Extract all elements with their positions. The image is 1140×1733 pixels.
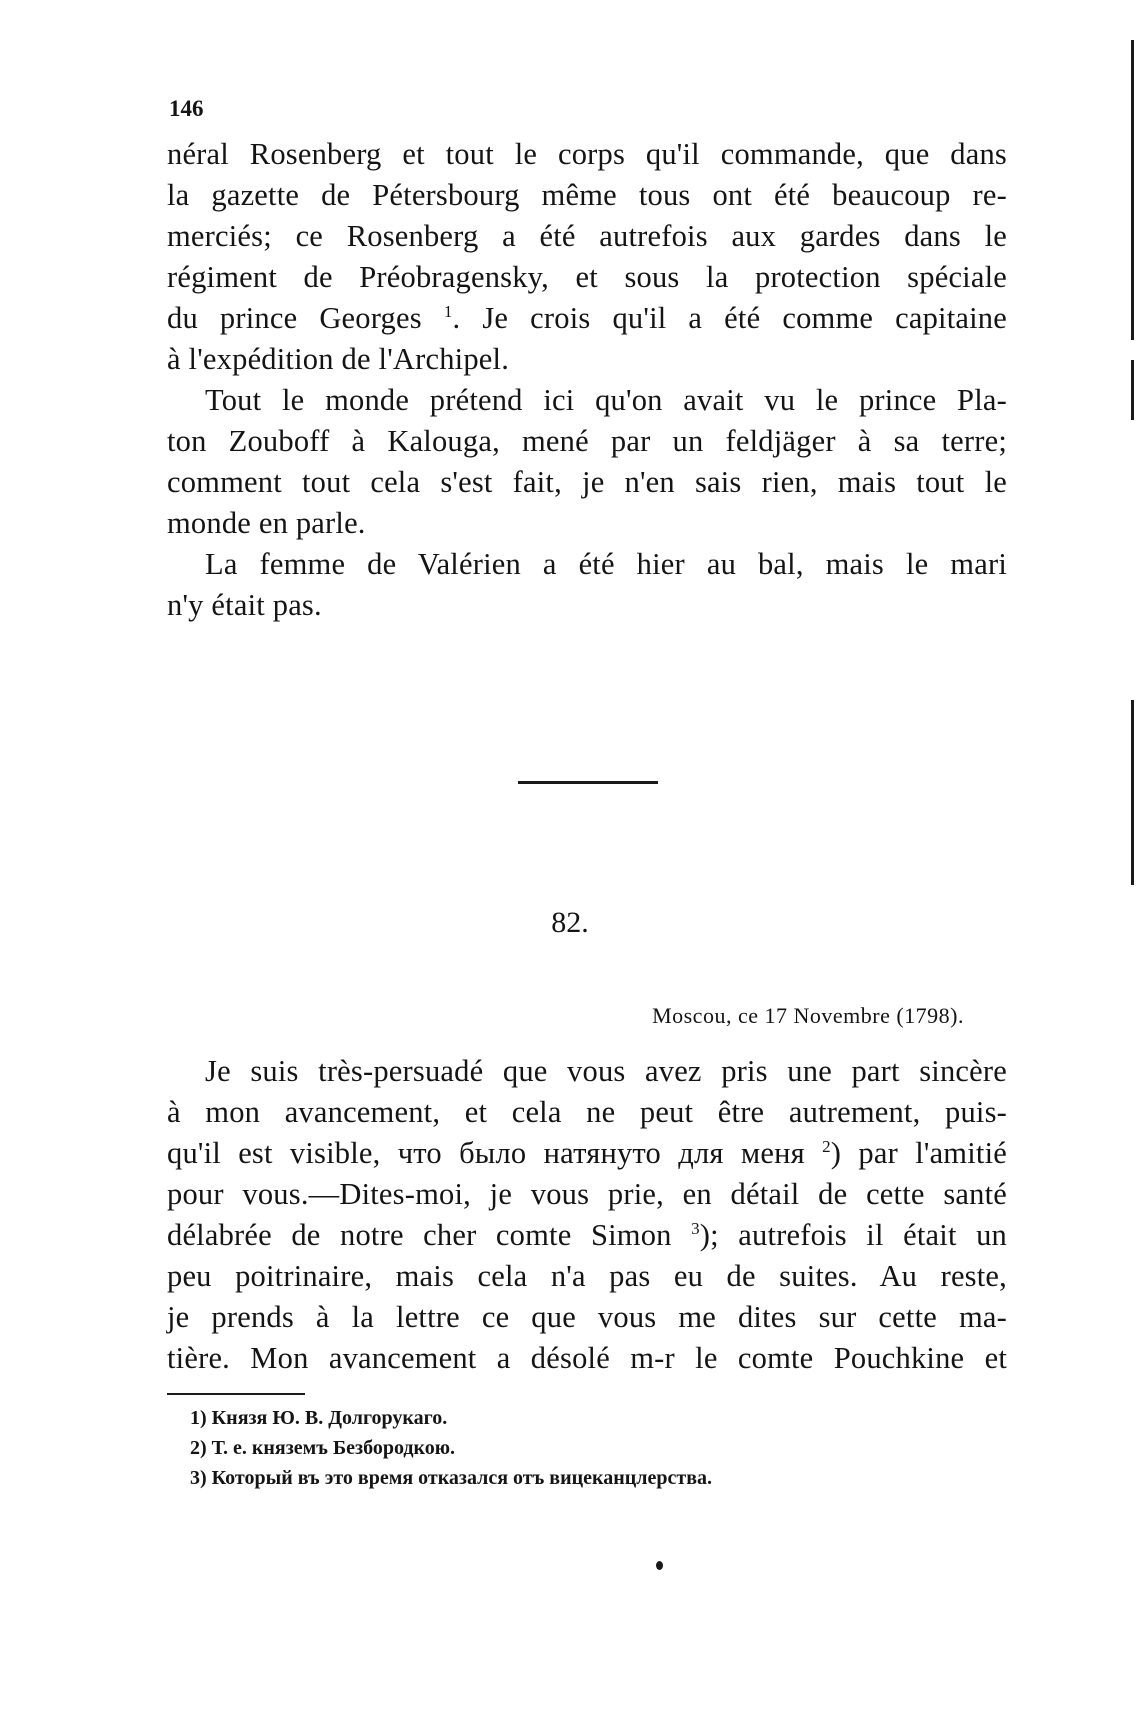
- footnote: [190, 1403, 712, 1433]
- footnote: [190, 1433, 712, 1463]
- scan-edge-mark: [1131, 40, 1134, 340]
- text-line: n'y était pas.: [167, 588, 322, 622]
- text-line: [167, 1215, 1007, 1256]
- section-divider: [518, 781, 658, 784]
- text-line: la gazette de Pétersbourg même tous ont été beaucoup re-: [167, 178, 1007, 212]
- footnote-marker: 1: [443, 301, 453, 321]
- text-line: à l'expédition de l'Archipel.: [167, 342, 510, 376]
- text-line: je prends à la lettre ce que vous me dites sur cette ma-: [167, 1300, 1007, 1334]
- letter-number: 82.: [551, 906, 589, 939]
- footnote-mark: 3): [190, 1467, 207, 1489]
- footnote-mark: 2): [190, 1437, 207, 1459]
- letter-text: [167, 1051, 1007, 1379]
- footnote-rule: [167, 1393, 305, 1395]
- text-line: à mon avancement, et cela ne peut être autrement, puis-: [167, 1095, 1007, 1129]
- text-fragment: délabrée de notre cher comte Simon: [167, 1218, 672, 1252]
- page-number: 146: [169, 96, 204, 121]
- letter-dateline: Moscou, ce 17 Novembre (1798).: [652, 1003, 964, 1028]
- scan-edge-mark: [1131, 360, 1134, 420]
- text-line: Je suis très-persuadé que vous avez pris une part sincère: [205, 1054, 1007, 1088]
- text-line: monde en parle.: [167, 506, 366, 540]
- footnotes: [190, 1403, 712, 1493]
- text-line: comment tout cela s'est fait, je n'en sais rien, mais tout le: [167, 465, 1007, 499]
- text-fragment: qu'il est visible, что было натянуто для меня: [167, 1136, 805, 1170]
- text-fragment: ); autrefois il était un: [699, 1218, 1007, 1252]
- footnote-marker: 2: [822, 1136, 831, 1156]
- ink-dot: [656, 1561, 663, 1570]
- text-line: [167, 1133, 1007, 1174]
- text-fragment: ) par l'amitié: [830, 1136, 1007, 1170]
- continuation-text: [167, 134, 1007, 626]
- text-line: ton Zouboff à Kalouga, mené par un feldjäger à sa terre;: [167, 424, 1007, 458]
- footnote-marker: 3: [691, 1218, 700, 1238]
- text-fragment: . Je crois qu'il a été comme capitaine: [452, 301, 1007, 335]
- footnote-text: Т. е. княземъ Безбородкою.: [211, 1437, 456, 1459]
- footnote-text: Который въ это время отказался отъ вицеканцлерства.: [211, 1467, 712, 1489]
- text-line: La femme de Valérien a été hier au bal, mais le mari: [205, 547, 1007, 581]
- text-line: peu poitrinaire, mais cela n'a pas eu de suites. Au reste,: [167, 1259, 1007, 1293]
- text-line: pour vous.—Dites-moi, je vous prie, en détail de cette santé: [167, 1177, 1007, 1211]
- text-line: merciés; ce Rosenberg a été autrefois aux gardes dans le: [167, 219, 1007, 253]
- text-fragment: du prince Georges: [167, 301, 422, 335]
- text-line: régiment de Préobragensky, et sous la protection spéciale: [167, 260, 1007, 294]
- text-line: néral Rosenberg et tout le corps qu'il commande, que dans: [167, 137, 1007, 171]
- footnote: [190, 1463, 712, 1493]
- scan-edge-mark: [1131, 700, 1134, 885]
- text-line: [167, 298, 1007, 339]
- footnote-text: Князя Ю. В. Долгорукаго.: [211, 1407, 448, 1429]
- text-line: tière. Mon avancement a désolé m-r le comte Pouchkine et: [167, 1341, 1007, 1375]
- text-line: Tout le monde prétend ici qu'on avait vu le prince Pla-: [205, 383, 1007, 417]
- footnote-mark: 1): [190, 1407, 207, 1429]
